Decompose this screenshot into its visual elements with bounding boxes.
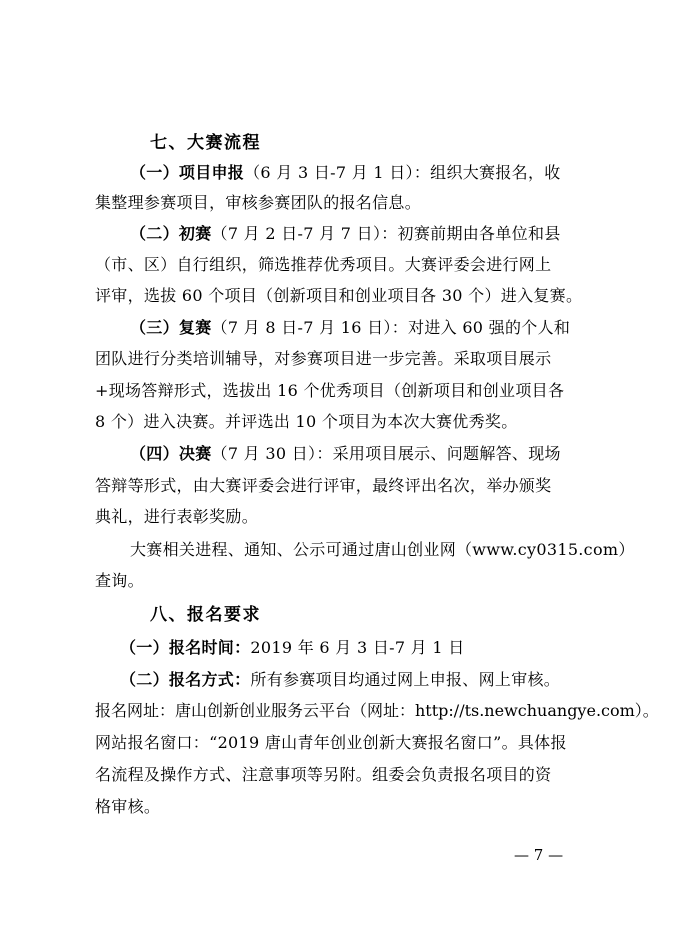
stage-application-line-2: 集整理参赛项目，审核参赛团队的报名信息。	[95, 193, 422, 212]
section-heading-registration: 八、报名要求	[150, 605, 261, 625]
note-line-2: 查询。	[95, 571, 144, 590]
stage-semifinal-line-3: +现场答辩形式，选拔出 16 个优秀项目（创新项目和创业项目各	[95, 381, 565, 400]
page-number: — 7 —	[514, 846, 564, 864]
registration-method-line-3: 网站报名窗口：“2019 唐山青年创业创新大赛报名窗口”。具体报	[95, 733, 567, 752]
registration-time-line: （一）报名时间：2019 年 6 月 3 日-7 月 1 日	[120, 638, 465, 657]
registration-method-line-4: 名流程及操作方式、注意事项等另附。组委会负责报名项目的资	[95, 765, 552, 784]
stage-final-line-3: 典礼，进行表彰奖励。	[95, 507, 259, 526]
stage-final-line-1: （四）决赛（7 月 30 日）：采用项目展示、问题解答、现场	[130, 444, 561, 463]
stage-final-line-2: 答辩等形式，由大赛评委会进行评审，最终评出名次，举办颁奖	[95, 476, 552, 495]
stage-application-line-1: （一）项目申报（6 月 3 日-7 月 1 日）：组织大赛报名，收	[130, 163, 561, 182]
stage-semifinal-line-1: （三）复赛（7 月 8 日-7 月 16 日）：对进入 60 强的个人和	[130, 318, 571, 337]
registration-method-line-5: 格审核。	[95, 797, 161, 816]
stage-preliminary-line-2: （市、区）自行组织，筛选推荐优秀项目。大赛评委会进行网上	[95, 255, 552, 274]
note-line-1: 大赛相关进程、通知、公示可通过唐山创业网（www.cy0315.com）	[130, 540, 635, 559]
registration-url-line: 报名网址：唐山创新创业服务云平台（网址：http://ts.newchuangye.com）。	[95, 701, 659, 720]
registration-method-line-1: （二）报名方式：所有参赛项目均通过网上申报、网上审核。	[120, 670, 561, 689]
stage-semifinal-line-2: 团队进行分类培训辅导，对参赛项目进一步完善。采取项目展示	[95, 349, 552, 368]
section-heading-race-process: 七、大赛流程	[150, 133, 261, 153]
stage-preliminary-line-3: 评审，选拔 60 个项目（创新项目和创业项目各 30 个）进入复赛。	[95, 286, 583, 305]
stage-preliminary-line-1: （二）初赛（7 月 2 日-7 月 7 日）：初赛前期由各单位和县	[130, 224, 561, 243]
stage-semifinal-line-4: 8 个）进入决赛。并评选出 10 个项目为本次大赛优秀奖。	[95, 412, 518, 431]
